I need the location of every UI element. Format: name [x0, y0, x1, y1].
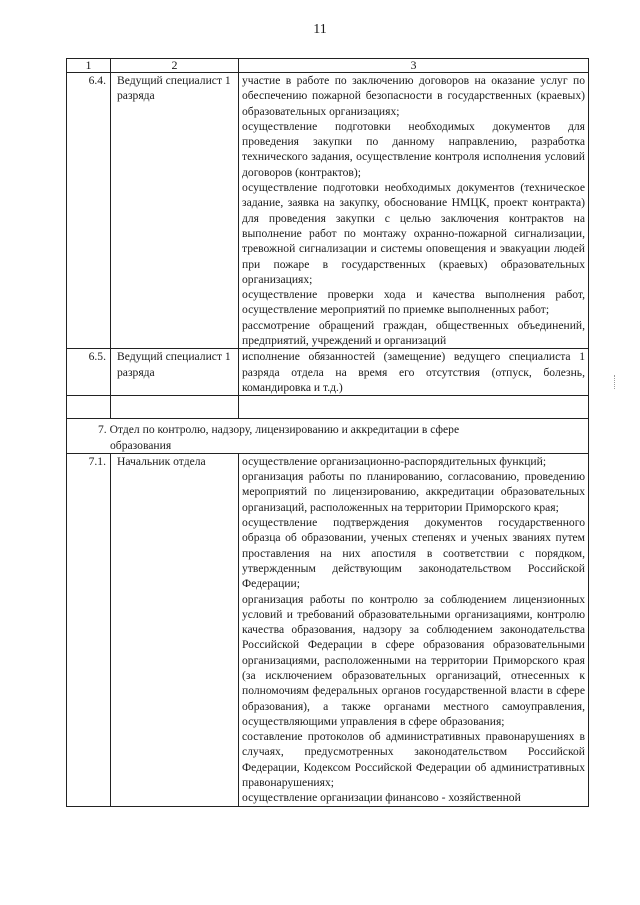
responsibility-item: осуществление подтверждения документов государственного образца об образовании, ученых степенях и ученых званиях путем проставления на них апостиля в соответствии с порядком, утвержденным действующим законодательством Российской Федерации; — [242, 516, 585, 591]
table-row — [67, 453, 589, 806]
responsibility-item: рассмотрение обращений граждан, общественных объединений, предприятий, учреждений и организаций — [242, 318, 585, 348]
responsibility-item: осуществление подготовки необходимых документов для проведения закупки по данному направлению, разработка технического задания, осуществление контроля исполнения условий договоров (контрактов); — [242, 119, 585, 179]
section-heading — [70, 419, 585, 453]
responsibility-item: осуществление подготовки необходимых документов (техническое задание, заявка на закупку, обоснование НМЦК, проект контракта) для проведения закупки с целью заключения контрактов на выполнение работ по монтажу охранно-пожарной сигнализации, тревожной сигнализации и системы оповещения и эвакуации людей при пожаре в государственных (краевых) образовательных организациях; — [242, 181, 585, 286]
responsibilities-cell — [239, 73, 589, 349]
section-heading-cell — [67, 419, 589, 454]
column-header-2: 2 — [111, 59, 239, 73]
position-title: Ведущий специалист 1 разряда — [111, 349, 239, 396]
responsibility-item: организация работы по планированию, согласованию, проведению мероприятий по лицензированию, аккредитации образовательных организаций, расположенных на территории Приморского края; — [242, 470, 585, 514]
responsibility-item: составление протоколов об административных правонарушениях в случаях, предусмотренных законодательством Российской Федерации, Кодексом Российской Федерации об административных правонарушениях; — [242, 730, 585, 790]
column-header-1: 1 — [67, 59, 111, 73]
empty-cell — [111, 396, 239, 419]
position-title: Ведущий специалист 1 разряда — [111, 73, 239, 349]
table-header-row — [67, 59, 589, 73]
responsibility-item: осуществление проверки хода и качества выполнения работ, осуществление мероприятий по приемке выполненных работ; — [242, 288, 585, 317]
row-number: 7.1. — [67, 453, 111, 806]
table-row — [67, 349, 589, 396]
responsibility-item: осуществление организационно-распорядительных функций; — [242, 454, 547, 468]
empty-cell — [239, 396, 589, 419]
column-header-3: 3 — [239, 59, 589, 73]
responsibilities-cell — [239, 349, 589, 396]
page-number: 11 — [313, 22, 327, 37]
responsibilities-cell — [239, 453, 589, 806]
row-number: 6.4. — [67, 73, 111, 349]
table-row — [67, 73, 589, 349]
duties-table — [66, 58, 589, 807]
responsibility-item: осуществление организации финансово - хозяйственной — [242, 791, 521, 805]
section-heading-row — [67, 419, 589, 454]
section-heading-line-2: образования — [110, 438, 172, 452]
margin-mark — [614, 375, 617, 389]
responsibility-item: участие в работе по заключению договоров на оказание услуг по обеспечению пожарной безопасности в государственных (краевых) образовательных организациях; — [242, 74, 585, 118]
responsibility-item: организация работы по контролю за соблюдением лицензионных условий и требований образовательными организациями, контролю качества образования, надзору за соблюдением законодательства Российской Федерации в сфере образования образовательными организациями, расположенными на территории Приморского края (за исключением образовательных организаций, отнесенных к полномочиям федеральных органов государственной власти в сфере образования), а также органами местного самоуправления, осуществляющими управления в сфере образования; — [242, 592, 585, 728]
spacer-row — [67, 396, 589, 419]
row-number: 6.5. — [67, 349, 111, 396]
responsibility-item: исполнение обязанностей (замещение) ведущего специалиста 1 разряда отдела на время его отсутствия (отпуск, болезнь, командировка и т.д.) — [242, 350, 585, 394]
empty-cell — [67, 396, 111, 419]
section-heading-line-1: 7. Отдел по контролю, надзору, лицензированию и аккредитации в сфере — [98, 423, 460, 437]
position-title: Начальник отдела — [111, 453, 239, 806]
